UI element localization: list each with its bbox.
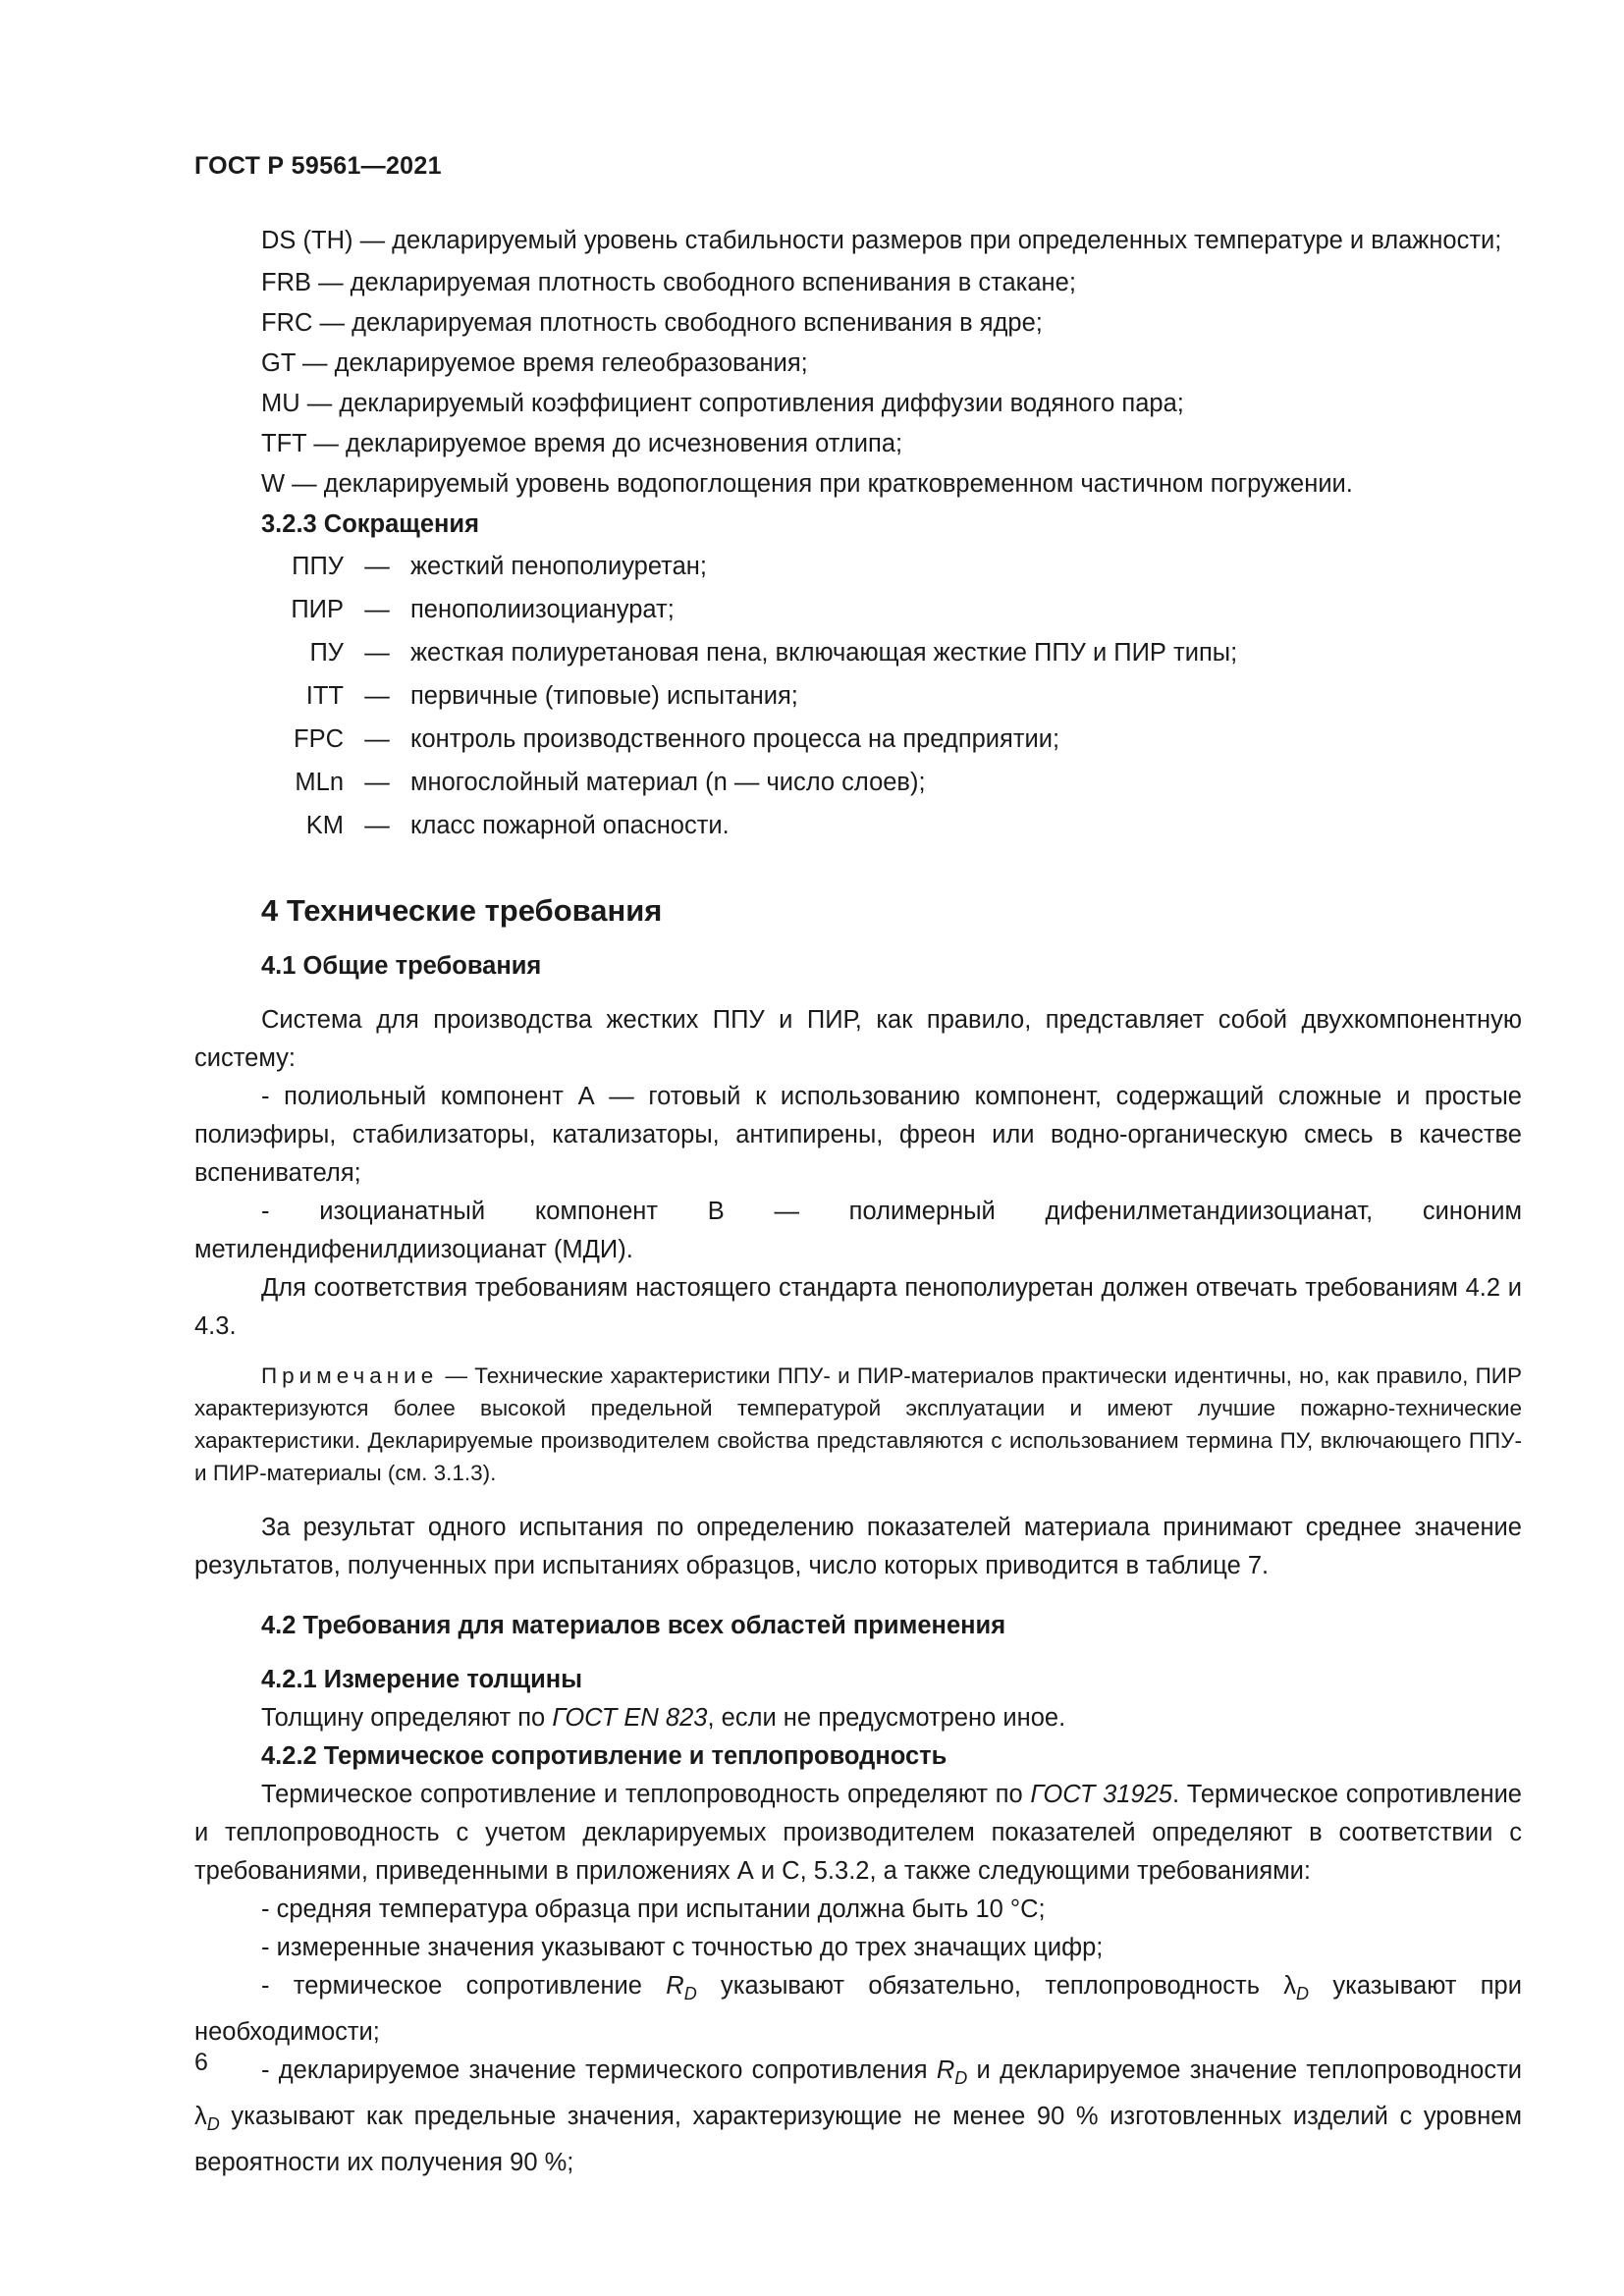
abbreviation-row xyxy=(194,805,1522,846)
definition-item: FRC — декларируемая плотность свободного вспенивания в ядре; xyxy=(261,309,1043,337)
list-item: - изоцианатный компонент В — полимерный дифенилметандиизоцианат, синоним метилендифенилдиизоцианат (МДИ). xyxy=(194,1198,1522,1263)
abbreviation-term: KM xyxy=(305,812,344,839)
abbreviation-term: ITT xyxy=(305,682,344,710)
abbreviation-dash: — xyxy=(364,596,390,623)
definition-item: TFT — декларируемое время до исчезновения отлипа; xyxy=(261,430,903,457)
note-text: — Технические характеристики ППУ- и ПИР-материалов практически идентичны, но, как правило, ПИР характеризуются более высокой предельной температурой эксплуатации и имеют лучшие пожарно-технические характеристики. Декларируемые производителем свойства представляются с использованием термина ПУ, включающего ППУ- и ПИР-материалы (см. 3.1.3). xyxy=(194,1363,1522,1485)
abbreviation-term: MLn xyxy=(295,769,344,796)
list-item: - средняя температура образца при испытании должна быть 10 °С; xyxy=(261,1896,1046,1923)
abbreviation-term: FPC xyxy=(294,725,344,753)
abbreviation-row xyxy=(194,546,1522,587)
abbreviation-term: ПИР xyxy=(291,596,344,623)
section-4-2-2-title: 4.2.2 Термическое сопротивление и теплопроводность xyxy=(261,1742,947,1770)
abbreviation-dash: — xyxy=(364,812,390,839)
definition-item: W — декларируемый уровень водопоглощения при кратковременном частичном погружении. xyxy=(261,470,1353,498)
list-item: - термическое сопротивление $R_D$ указывают обязательно, теплопроводность $\lambda_D$ указывают при необходимости; xyxy=(194,1972,1522,2046)
abbreviation-text: пенополиизоцианурат; xyxy=(410,596,675,623)
abbreviation-term: ПУ xyxy=(309,639,344,667)
standard-reference: ГОСТ 31925 xyxy=(1030,1781,1172,1808)
definition-ds: DS (TH) — декларируемый уровень стабильности размеров при определенных температуре и влажности; xyxy=(261,227,1502,254)
paragraph: За результат одного испытания по определению показателей материала принимают среднее значение результатов, полученных при испытаниях образцов, число которых приводится в таблице 7. xyxy=(194,1514,1522,1579)
abbreviation-row xyxy=(194,675,1522,717)
abbreviation-dash: — xyxy=(364,725,390,753)
abbreviation-term: ППУ xyxy=(292,553,344,580)
abbreviation-dash: — xyxy=(364,769,390,796)
section-4-2-title: 4.2 Требования для материалов всех областей применения xyxy=(261,1612,1006,1639)
list-item: - измеренные значения указывают с точностью до трех значащих цифр; xyxy=(261,1934,1104,1961)
abbreviation-row xyxy=(194,719,1522,760)
abbreviation-text: класс пожарной опасности. xyxy=(410,812,730,839)
definition-item: MU — декларируемый коэффициент сопротивления диффузии водяного пара; xyxy=(261,390,1184,417)
definition-item: GT — декларируемое время гелеобразования; xyxy=(261,349,808,377)
note xyxy=(194,1360,1522,1489)
section-4-title: 4 Технические требования xyxy=(261,893,663,928)
document-body xyxy=(194,222,1522,2182)
paragraph: Для соответствия требованиям настоящего стандарта пенополиуретан должен отвечать требованиям 4.2 и 4.3. xyxy=(194,1274,1522,1340)
abbreviation-row xyxy=(194,632,1522,673)
section-4-1-title: 4.1 Общие требования xyxy=(261,952,542,980)
abbreviations-heading: 3.2.3 Сокращения xyxy=(261,510,479,538)
standard-reference: ГОСТ EN 823 xyxy=(552,1704,708,1732)
paragraph: Система для производства жестких ППУ и ПИР, как правило, представляет собой двухкомпонентную систему: xyxy=(194,1006,1522,1072)
page-number: 6 xyxy=(194,2049,208,2076)
abbreviation-dash: — xyxy=(364,553,390,580)
note-label: Примечание xyxy=(261,1363,439,1388)
definition-item: FRB — декларируемая плотность свободного вспенивания в стакане; xyxy=(261,269,1076,296)
paragraph: Термическое сопротивление и теплопроводность определяют по ГОСТ 31925. Термическое сопротивление и теплопроводность с учетом декларируемых производителем показателей определяют в соответствии с требованиями, приведенными в приложениях А и С, 5.3.2, а также следующими требованиями: xyxy=(194,1781,1522,1885)
abbreviation-dash: — xyxy=(364,682,390,710)
list-item: - полиольный компонент А — готовый к использованию компонент, содержащий сложные и простые полиэфиры, стабилизаторы, катализаторы, антипирены, фреон или водно-органическую смесь в качестве вспенивателя; xyxy=(194,1083,1522,1187)
abbreviation-text: контроль производственного процесса на предприятии; xyxy=(410,725,1060,753)
abbreviation-dash: — xyxy=(364,639,390,667)
abbreviation-text: жесткая полиуретановая пена, включающая жесткие ППУ и ПИР типы; xyxy=(410,639,1238,667)
abbreviation-text: жесткий пенополиуретан; xyxy=(410,553,707,580)
section-4-2-1-title: 4.2.1 Измерение толщины xyxy=(261,1666,582,1693)
document-header: ГОСТ Р 59561—2021 xyxy=(194,152,442,180)
abbreviation-text: первичные (типовые) испытания; xyxy=(410,682,798,710)
abbreviation-text: многослойный материал (n — число слоев); xyxy=(410,769,926,796)
abbreviation-row xyxy=(194,762,1522,803)
paragraph: Толщину определяют по ГОСТ EN 823, если не предусмотрено иное. xyxy=(261,1704,1066,1732)
list-item: - декларируемое значение термического сопротивления $R_D$ и декларируемое значение теплопроводности $\lambda_D$ указывают как предельные значения, характеризующие не менее 90 % изготовленных изделий с уровнем вероятности их получения 90 %; xyxy=(194,2056,1523,2176)
abbreviation-row xyxy=(194,589,1522,630)
